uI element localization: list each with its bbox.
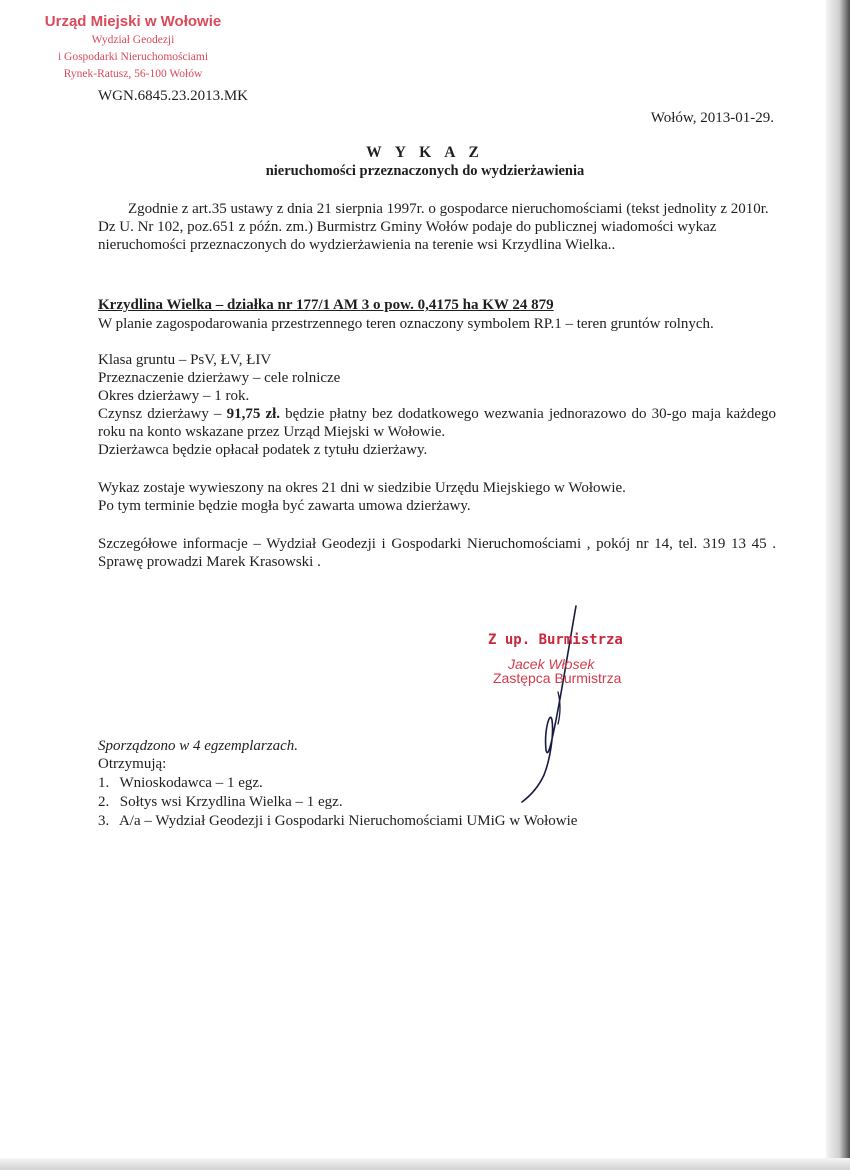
soil-class: Klasa gruntu – PsV, ŁV, ŁIV [98,352,272,368]
stamp-address: Rynek-Ratusz, 56-100 Wołów [63,68,203,80]
signature-authority: Z up. Burmistrza [488,632,623,648]
tax-note: Dzierżawca będzie opłacał podatek z tytułu dzierżawy. [98,442,428,458]
list-text: A/a – Wydział Geodezji i Gospodarki Nieruchomościami UMiG w Wołowie [118,813,578,829]
contact-info: Szczegółowe informacje – Wydział Geodezji i Gospodarki Nieruchomościami , pokój nr 14, tel. 319 13 45 . Sprawę prowadzi Marek Krasowski . [98,536,776,570]
stamp-department-cont: i Gospodarki Nieruchomościami [57,51,209,63]
rent-prefix: Czynsz dzierżawy – [98,406,227,422]
scan-edge-bottom [0,1158,850,1170]
list-number: 3. [98,813,110,829]
lease-purpose: Przeznaczenie dzierżawy – cele rolnicze [98,370,341,386]
office-stamp [28,12,238,83]
document-title: W Y K A Z [366,144,484,161]
recipients-label: Otrzymują: [98,756,167,772]
posting-notice: Wykaz zostaje wywieszony na okres 21 dni w siedzibie Urzędu Miejskiego w Wołowie. [98,480,626,496]
rent-paragraph [98,405,776,441]
list-text: Wnioskodawca – 1 egz. [119,775,263,791]
zoning-plan-text: W planie zagospodarowania przestrzennego teren oznaczony symbolem RP.1 – teren gruntów rolnych. [98,316,714,332]
stamp-office-name: Urząd Miejski w Wołowie [44,13,222,30]
list-item [98,774,577,793]
lease-period: Okres dzierżawy – 1 rok. [98,388,250,404]
recipients-list [98,774,577,831]
signatory-role: Zastępca Burmistrza [493,670,622,686]
copies-note: Sporządzono w 4 egzemplarzach. [98,738,299,754]
stamp-department: Wydział Geodezji [91,34,175,46]
contract-note: Po tym terminie będzie mogła być zawarta umowa dzierżawy. [98,498,471,514]
document-subtitle: nieruchomości przeznaczonych do wydzierżawienia [265,163,585,179]
list-item [98,812,577,831]
signatory-name: Jacek Włosek [508,656,595,672]
plot-heading: Krzydlina Wielka – działka nr 177/1 AM 3 o pow. 0,4175 ha KW 24 879 [98,297,554,313]
rent-amount: 91,75 zł. [226,406,281,422]
intro-paragraph: Zgodnie z art.35 ustawy z dnia 21 sierpnia 1997r. o gospodarce nieruchomościami (tekst jednolity z 2010r. Dz U. Nr 102, poz.651 z późn. zm.) Burmistrz Gminy Wołów podaje do publicznej wiadomości wykaz nieruchomości przeznaczonych do wydzierżawienia na terenie wsi Krzydlina Wielka.. [98,201,769,253]
list-text: Sołtys wsi Krzydlina Wielka – 1 egz. [119,794,343,810]
list-number: 2. [98,794,110,810]
rent-terms: będzie płatny bez dodatkowego wezwania jednorazowo do 30-go maja każdego roku na konto wskazane przez Urząd Miejski w Wołowie. [98,406,776,440]
list-number: 1. [98,775,110,791]
reference-number: WGN.6845.23.2013.MK [98,88,248,104]
document-date: Wołów, 2013-01-29. [650,110,774,126]
list-item [98,793,577,812]
